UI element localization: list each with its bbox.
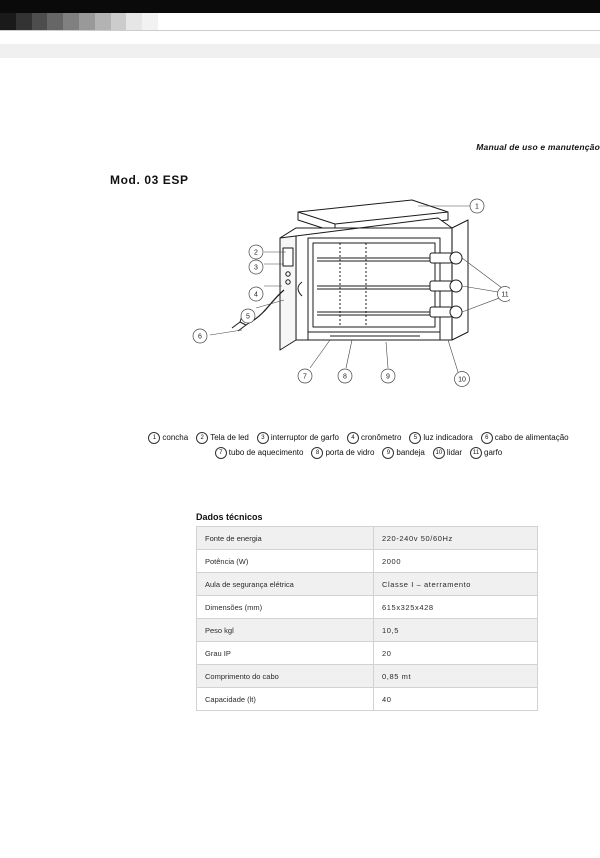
color-swatch-6 — [79, 13, 95, 30]
legend-number-badge: 1 — [148, 432, 160, 444]
legend-number-badge: 5 — [409, 432, 421, 444]
legend-number-badge: 8 — [311, 447, 323, 459]
legend-item-6 — [481, 430, 569, 445]
legend-item-label: porta de vidro — [325, 448, 375, 458]
table-row — [197, 527, 538, 550]
svg-text:1: 1 — [475, 203, 479, 211]
svg-text:3: 3 — [254, 264, 258, 272]
legend-item-9 — [382, 445, 424, 460]
legend-item-2 — [196, 430, 249, 445]
tech-row-value: 2000 — [374, 550, 538, 573]
color-swatch-9 — [126, 13, 142, 30]
tech-row-key: Fonte de energia — [197, 527, 374, 550]
svg-text:9: 9 — [386, 373, 390, 381]
tech-row-key: Peso kgl — [197, 619, 374, 642]
legend-item-7 — [215, 445, 304, 460]
svg-text:4: 4 — [254, 291, 258, 299]
color-swatch-7 — [95, 13, 111, 30]
tech-row-value: 220-240v 50/60Hz — [374, 527, 538, 550]
legend-item-label: Tela de led — [210, 433, 249, 442]
legend-item-label: lidar — [446, 448, 463, 458]
legend-number-badge: 11 — [470, 447, 482, 459]
legend-item-1 — [148, 430, 188, 445]
manual-header-text: Manual de uso e manutenção — [476, 142, 600, 152]
svg-text:7: 7 — [303, 373, 307, 381]
legend-item-5 — [409, 430, 472, 445]
legend-item-10 — [433, 445, 462, 460]
table-row — [197, 665, 538, 688]
legend-number-badge: 7 — [215, 447, 227, 459]
tech-row-value: 10,5 — [374, 619, 538, 642]
svg-text:10: 10 — [458, 376, 466, 384]
legend-number-badge: 9 — [382, 447, 394, 459]
table-row — [197, 596, 538, 619]
tech-row-value: 615x325x428 — [374, 596, 538, 619]
legend-item-label: bandeja — [396, 448, 425, 458]
legend-item-label: concha — [162, 433, 189, 442]
legend-item-label: cronômetro — [360, 433, 402, 442]
tech-row-key: Potência (W) — [197, 550, 374, 573]
color-swatch-3 — [32, 13, 48, 30]
legend-item-8 — [311, 445, 374, 460]
legend-number-badge: 2 — [196, 432, 208, 444]
legend-row-2 — [140, 445, 585, 460]
legend-row-1 — [140, 430, 585, 445]
legend-number-badge: 3 — [257, 432, 269, 444]
table-row — [197, 642, 538, 665]
color-swatch-10 — [142, 13, 158, 30]
figure-legend — [140, 430, 585, 460]
legend-item-label: interruptor de garfo — [270, 433, 339, 442]
svg-text:8: 8 — [343, 373, 347, 381]
legend-item-4 — [347, 430, 401, 445]
legend-number-badge: 10 — [433, 447, 445, 459]
table-row — [197, 619, 538, 642]
tech-row-value: Classe I – aterramento — [374, 573, 538, 596]
header-divider — [0, 30, 600, 31]
tech-row-key: Comprimento do cabo — [197, 665, 374, 688]
color-swatch-8 — [111, 13, 127, 30]
svg-text:11: 11 — [501, 291, 509, 299]
legend-number-badge: 6 — [481, 432, 493, 444]
tech-row-value: 40 — [374, 688, 538, 711]
legend-item-label: garfo — [484, 448, 503, 458]
color-swatch-5 — [63, 13, 79, 30]
color-swatch-1 — [0, 13, 16, 30]
color-swatch-2 — [16, 13, 32, 30]
svg-text:2: 2 — [254, 249, 258, 257]
tech-row-key: Capacidade (lt) — [197, 688, 374, 711]
tech-data-table — [196, 526, 538, 711]
product-diagram — [180, 190, 510, 395]
svg-text:5: 5 — [246, 313, 250, 321]
tech-row-key: Grau IP — [197, 642, 374, 665]
legend-item-11 — [470, 445, 502, 460]
table-row — [197, 573, 538, 596]
tech-data-title: Dados técnicos — [196, 512, 263, 522]
legend-number-badge: 4 — [347, 432, 359, 444]
top-black-bar — [0, 0, 600, 13]
tech-row-key: Dimensões (mm) — [197, 596, 374, 619]
svg-text:6: 6 — [198, 333, 202, 341]
table-row — [197, 550, 538, 573]
header-gray-band — [0, 44, 600, 58]
color-swatch-strip — [0, 13, 158, 30]
tech-row-value: 20 — [374, 642, 538, 665]
color-swatch-4 — [47, 13, 63, 30]
tech-row-key: Aula de segurança elétrica — [197, 573, 374, 596]
legend-item-label: luz indicadora — [423, 433, 473, 442]
legend-item-label: cabo de alimentação — [494, 433, 569, 442]
legend-item-label: tubo de aquecimento — [228, 448, 304, 458]
page-title: Mod. 03 ESP — [110, 173, 189, 187]
table-row — [197, 688, 538, 711]
legend-item-3 — [257, 430, 339, 445]
tech-row-value: 0,85 mt — [374, 665, 538, 688]
